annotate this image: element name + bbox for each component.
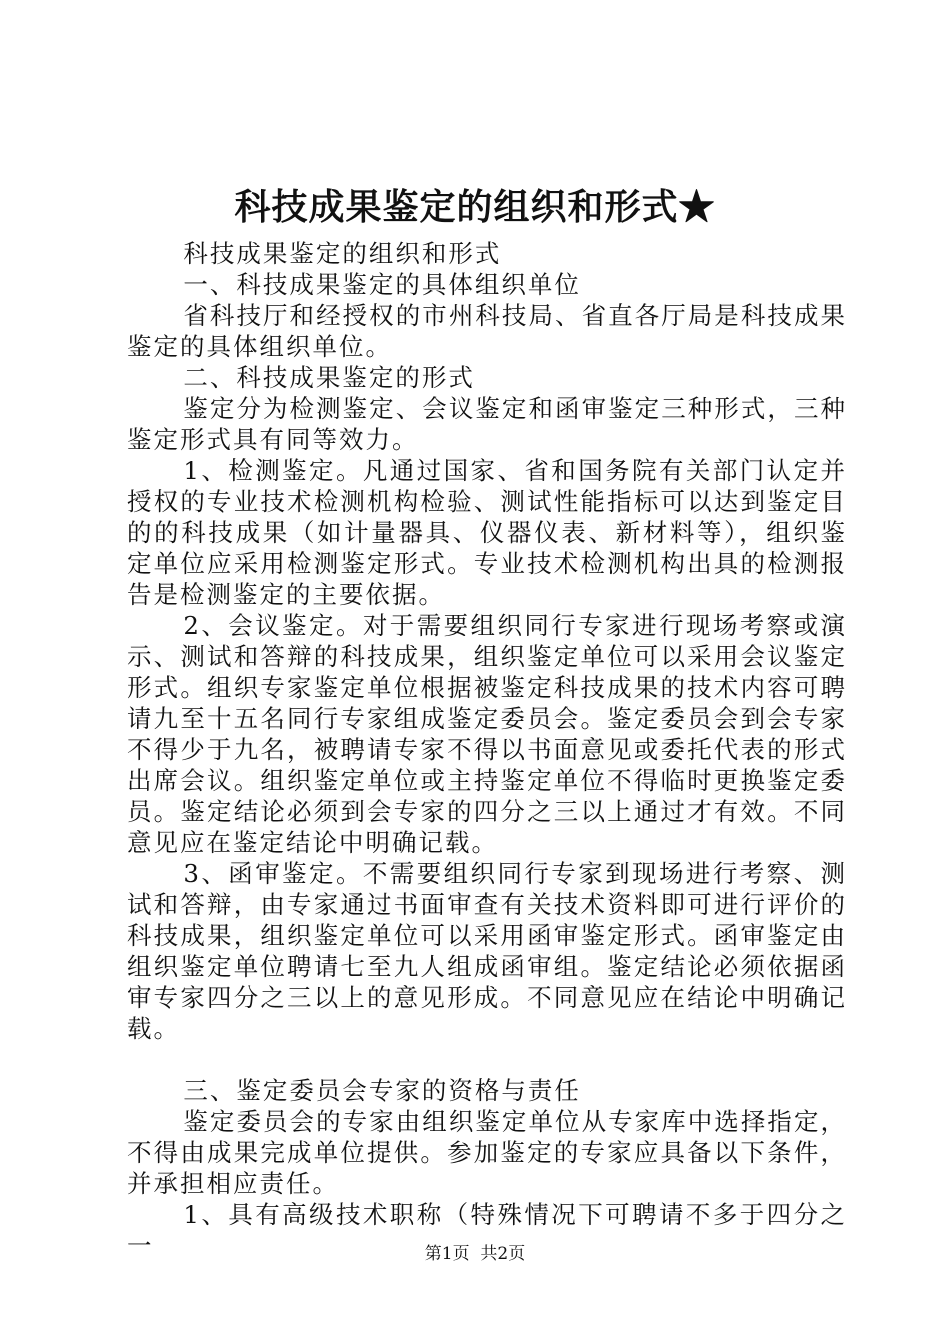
page-number: 第1页 (424, 1244, 470, 1264)
heading-section-2: 二、科技成果鉴定的形式 (183, 363, 475, 392)
paragraph-subtitle: 科技成果鉴定的组织和形式 (183, 239, 502, 268)
document-body (127, 238, 847, 1261)
paragraph: 省科技厅和经授权的市州科技局、省直各厅局是科技成果鉴定的具体组织单位。 (127, 301, 847, 361)
paragraph-qualification: 1、具有高级技术职称（特殊情况下可聘请不多于四分之一 (127, 1200, 847, 1260)
paragraph: 鉴定分为检测鉴定、会议鉴定和函审鉴定三种形式，三种鉴定形式具有同等效力。 (127, 394, 847, 454)
heading-section-1: 一、科技成果鉴定的具体组织单位 (183, 270, 581, 299)
document-title: 科技成果鉴定的组织和形式★ (234, 186, 716, 228)
page-total: 共2页 (480, 1244, 526, 1264)
paragraph-meeting: 2、会议鉴定。对于需要组织同行专家进行现场考察或演示、测试和答辩的科技成果，组织鉴定单位可以采用会议鉴定形式。组织专家鉴定单位根据被鉴定科技成果的技术内容可聘请九至十五名同行专家组成鉴定委员会。鉴定委员会到会专家不得少于九名，被聘请专家不得以书面意见或委托代表的形式出席会议。组织鉴定单位或主持鉴定单位不得临时更换鉴定委员。鉴定结论必须到会专家的四分之三以上通过才有效。不同意见应在鉴定结论中明确记载。 (127, 611, 847, 857)
page-footer (0, 1242, 950, 1266)
paragraph: 鉴定委员会的专家由组织鉴定单位从专家库中选择指定，不得由成果完成单位提供。参加鉴定的专家应具备以下条件，并承担相应责任。 (127, 1107, 847, 1198)
paragraph-correspondence: 3、函审鉴定。不需要组织同行专家到现场进行考察、测试和答辩，由专家通过书面审查有关技术资料即可进行评价的科技成果，组织鉴定单位可以采用函审鉴定形式。函审鉴定由组织鉴定单位聘请七至九人组成函审组。鉴定结论必须依据函审专家四分之三以上的意见形成。不同意见应在结论中明确记载。 (127, 859, 847, 1043)
heading-section-3: 三、鉴定委员会专家的资格与责任 (183, 1076, 581, 1105)
paragraph-inspection: 1、检测鉴定。凡通过国家、省和国务院有关部门认定并授权的专业技术检测机构检验、测试性能指标可以达到鉴定目的的科技成果（如计量器具、仪器仪表、新材料等），组织鉴定单位应采用检测鉴定形式。专业技术检测机构出具的检测报告是检测鉴定的主要依据。 (127, 456, 847, 609)
